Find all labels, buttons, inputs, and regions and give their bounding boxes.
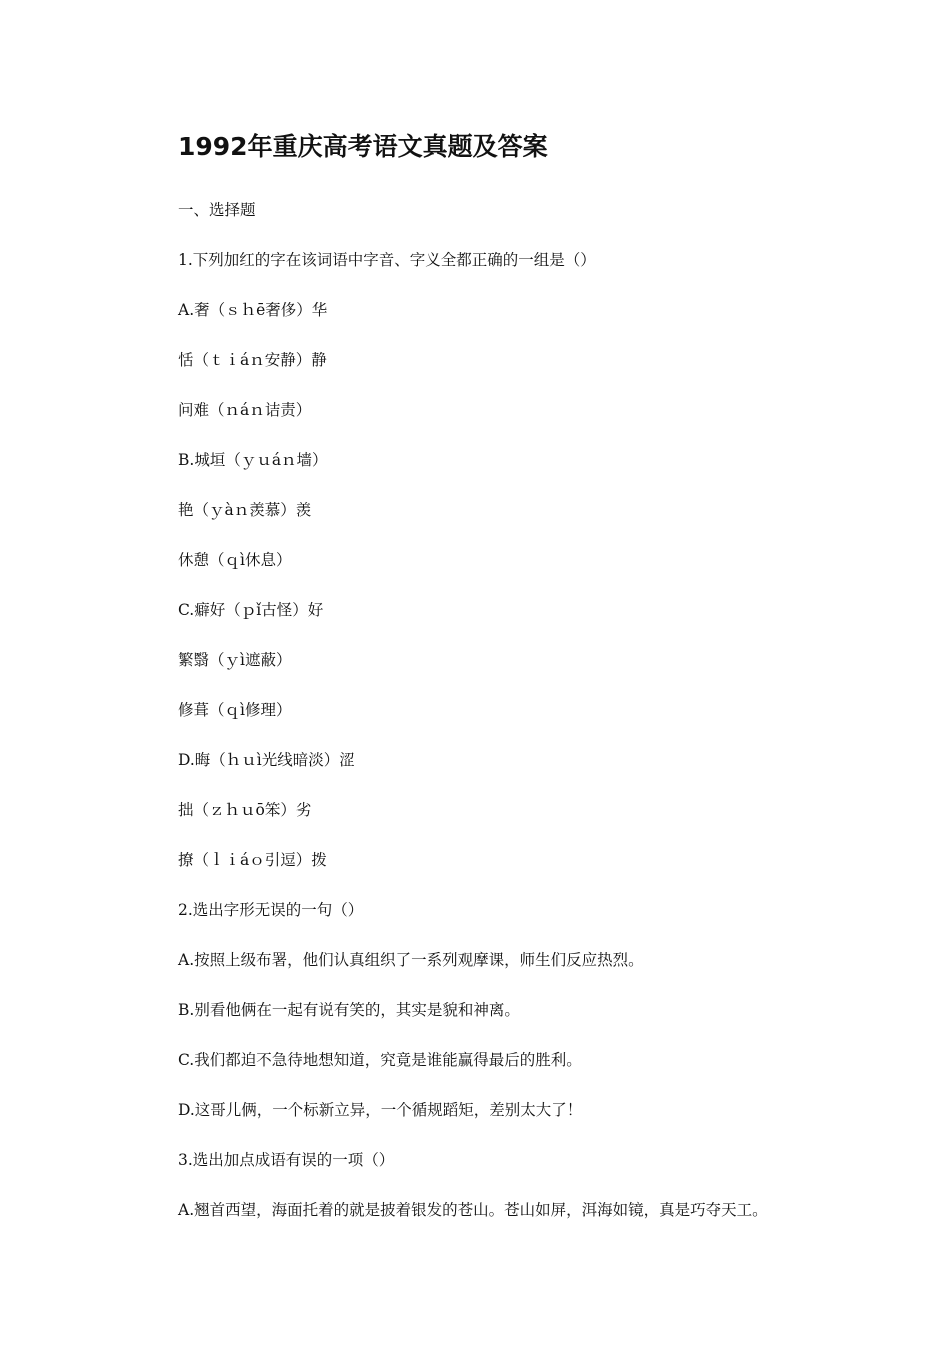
- question-1-option-b-1: B.城垣（ｙｕáｎ墙）: [178, 451, 328, 469]
- question-1-option-c-1: C.癖好（ｐǐ古怪）好: [178, 601, 324, 619]
- question-1-option-b-2: 艳（ｙàｎ羡慕）羡: [178, 501, 312, 519]
- question-2-stem: 2.选出字形无误的一句（）: [178, 901, 364, 919]
- document-body: [178, 196, 858, 1246]
- question-1-option-a-3: 问难（ｎáｎ诘责）: [178, 401, 312, 419]
- question-1-option-c-3: 修葺（ｑì修理）: [178, 701, 292, 719]
- question-1-option-b-3: 休憩（ｑì休息）: [178, 551, 292, 569]
- section-heading: 一、选择题: [178, 201, 256, 219]
- question-1-stem: 1.下列加红的字在该词语中字音、字义全都正确的一组是（）: [178, 251, 596, 269]
- question-2-option-c: C.我们都迫不急待地想知道，究竟是谁能赢得最后的胜利。: [178, 1051, 582, 1069]
- document-title: 1992年重庆高考语文真题及答案: [178, 132, 548, 161]
- question-1-option-d-1: D.晦（ｈｕì光线暗淡）涩: [178, 751, 355, 769]
- question-2-option-d: D.这哥儿俩，一个标新立异，一个循规蹈矩，差别太大了！: [178, 1101, 583, 1119]
- question-1-option-d-3: 撩（ｌｉáｏ引逗）拨: [178, 851, 327, 869]
- question-3-stem: 3.选出加点成语有误的一项（）: [178, 1151, 395, 1169]
- question-1-option-a-2: 恬（ｔｉáｎ安静）静: [178, 351, 327, 369]
- question-1-option-d-2: 拙（ｚｈｕō笨）劣: [178, 801, 312, 819]
- question-1-option-a-1: A.奢（ｓｈē奢侈）华: [178, 301, 328, 319]
- question-2-option-b: B.别看他俩在一起有说有笑的，其实是貌和神离。: [178, 1001, 520, 1019]
- question-3-option-a: A.翘首西望，海面托着的就是披着银发的苍山。苍山如屏，洱海如镜，真是巧夺天工。: [178, 1201, 768, 1219]
- question-1-option-c-2: 繁翳（ｙì遮蔽）: [178, 651, 292, 669]
- question-2-option-a: A.按照上级布署，他们认真组织了一系列观摩课，师生们反应热烈。: [178, 951, 644, 969]
